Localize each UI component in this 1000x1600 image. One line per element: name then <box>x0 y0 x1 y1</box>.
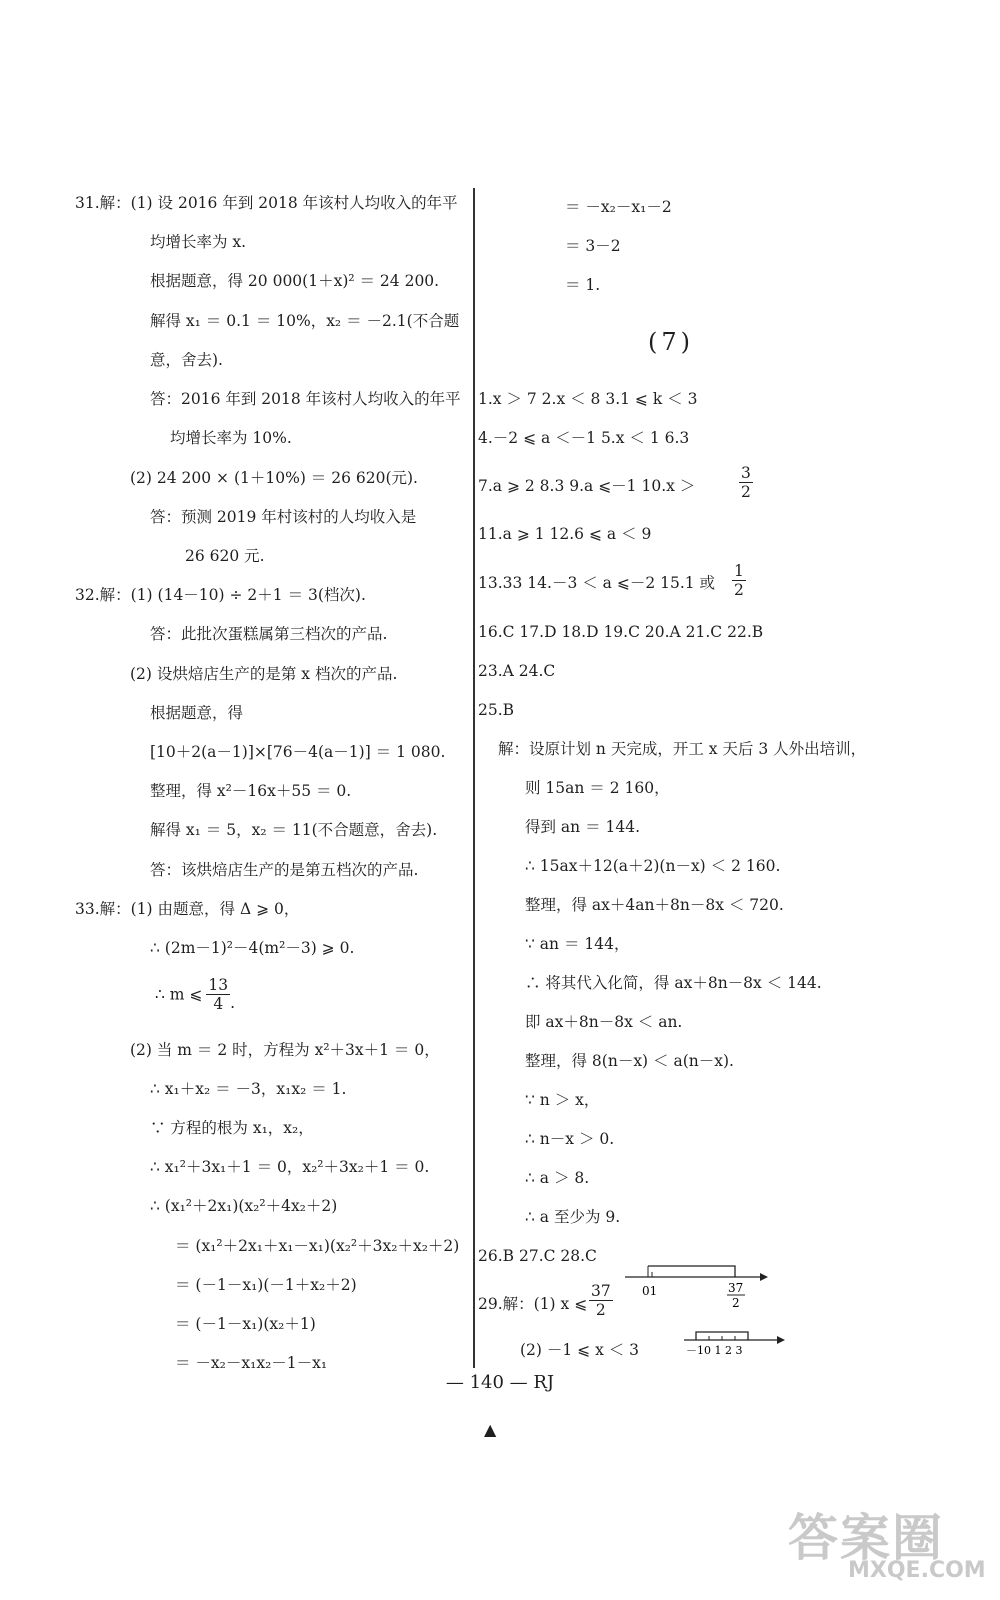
left-line: ＝ (－1－x₁)(－1＋x₂＋2) <box>175 1276 357 1294</box>
left-line: 26 620 元. <box>185 547 265 565</box>
right-line: ∴ a ＞ 8. <box>525 1169 590 1187</box>
left-line: 均增长率为 10%. <box>170 429 292 447</box>
right-line: ＝ 3－2 <box>565 237 621 255</box>
svg-text:－10 1 2 3: －10 1 2 3 <box>686 1344 743 1356</box>
right-line: 16.C 17.D 18.D 19.C 20.A 21.C 22.B <box>478 623 764 641</box>
right-line: 整理，得 ax＋4an＋8n－8x ＜ 720. <box>525 896 784 914</box>
column-divider <box>473 188 475 1368</box>
svg-text:01: 01 <box>642 1284 658 1298</box>
right-line: ＝ 1. <box>565 276 601 294</box>
left-line: ∵ 方程的根为 x₁，x₂， <box>150 1119 314 1137</box>
right-line: ∴ a 至少为 9. <box>525 1208 621 1226</box>
left-line: 答：预测 2019 年村该村的人均收入是 <box>150 508 417 526</box>
right-line: ∴ 将其代入化简，得 ax＋8n－8x ＜ 144. <box>525 974 822 992</box>
right-line: 1.x ＞ 7 2.x ＜ 8 3.1 ⩽ k ＜ 3 <box>478 390 698 408</box>
right-line: 25.B <box>478 701 515 719</box>
left-line: ∴ x₁＋x₂ ＝ －3，x₁x₂ ＝ 1. <box>150 1080 347 1098</box>
right-line: ＝ －x₂－x₁－2 <box>565 198 672 216</box>
left-line: 解得 x₁ ＝ 0.1 ＝ 10%，x₂ ＝ －2.1(不合题 <box>150 312 460 330</box>
right-line: 4.－2 ⩽ a ＜－1 5.x ＜ 1 6.3 <box>478 429 690 447</box>
left-line: (2) 当 m ＝ 2 时，方程为 x²＋3x＋1 ＝ 0， <box>130 1041 440 1059</box>
right-line: ∴ n－x ＞ 0. <box>525 1130 615 1148</box>
page-footer: — 140 — RJ <box>445 1372 555 1393</box>
watermark-url: MXQE.COM <box>848 1558 986 1583</box>
svg-text:2: 2 <box>732 1296 740 1310</box>
right-line: ∴ 15ax＋12(a＋2)(n－x) ＜ 2 160. <box>525 857 781 875</box>
right-line: 则 15an ＝ 2 160， <box>525 779 670 797</box>
right-line: 23.A 24.C <box>478 662 556 680</box>
right-line: 整理，得 8(n－x) ＜ a(n－x). <box>525 1052 734 1070</box>
right-line: ∵ n ＞ x， <box>525 1091 600 1109</box>
fraction: ∴ m ⩽ $\frac{13}{4}$ . <box>155 976 236 1013</box>
right-line: (2) －1 ⩽ x ＜ 3 <box>520 1341 640 1359</box>
right-line: 解：设原计划 n 天完成，开工 x 天后 3 人外出培训， <box>498 740 867 758</box>
number-line-1 <box>620 1262 770 1312</box>
left-line: ∴ (2m－1)²－4(m²－3) ⩾ 0. <box>150 939 355 957</box>
left-line: ＝ (x₁²＋2x₁＋x₁－x₁)(x₂²＋3x₂＋x₂＋2) <box>175 1237 460 1255</box>
left-line: 33.解：(1) 由题意，得 Δ ⩾ 0， <box>75 900 300 918</box>
fraction: $\frac{3}{2}$ <box>741 464 751 501</box>
left-line: [10＋2(a－1)]×[76－4(a－1)] ＝ 1 080. <box>150 743 446 761</box>
fraction: $\frac{37}{2}$ <box>591 1282 611 1319</box>
svg-text:37: 37 <box>728 1281 744 1295</box>
left-line: 意，舍去). <box>150 351 223 369</box>
number-line-2 <box>682 1326 792 1356</box>
right-line: 得到 an ＝ 144. <box>525 818 641 836</box>
left-line: 根据题意，得 20 000(1＋x)² ＝ 24 200. <box>150 272 440 290</box>
section-title: (7) <box>648 328 694 356</box>
left-line: 答：此批次蛋糕属第三档次的产品. <box>150 625 388 643</box>
fraction: $\frac{1}{2}$ <box>734 562 744 599</box>
left-line: 32.解：(1) (14－10) ÷ 2＋1 ＝ 3(档次). <box>75 586 366 604</box>
left-line: ＝ －x₂－x₁x₂－1－x₁ <box>175 1354 328 1372</box>
left-line: 整理，得 x²－16x＋55 ＝ 0. <box>150 782 352 800</box>
right-line: 29.解：(1) x ⩽ <box>478 1295 588 1313</box>
right-line: 26.B 27.C 28.C <box>478 1247 597 1265</box>
right-line: 11.a ⩾ 1 12.6 ⩽ a ＜ 9 <box>478 525 652 543</box>
left-line: (2) 设烘焙店生产的是第 x 档次的产品. <box>130 665 398 683</box>
right-line: 7.a ⩾ 2 8.3 9.a ⩽－1 10.x ＞ <box>478 477 696 495</box>
left-line: 均增长率为 x. <box>150 233 247 251</box>
left-line: ＝ (－1－x₁)(x₂＋1) <box>175 1315 316 1333</box>
left-line: ∴ (x₁²＋2x₁)(x₂²＋4x₂＋2) <box>150 1197 338 1215</box>
right-line: 即 ax＋8n－8x ＜ an. <box>525 1013 683 1031</box>
left-line: 31.解：(1) 设 2016 年到 2018 年该村人均收入的年平 <box>75 194 458 212</box>
right-line: 13.33 14.－3 ＜ a ⩽－2 15.1 或 <box>478 574 716 592</box>
left-line: 答：该烘焙店生产的是第五档次的产品. <box>150 861 419 879</box>
left-line: 根据题意，得 <box>150 704 244 722</box>
left-line: (2) 24 200 × (1＋10%) ＝ 26 620(元). <box>130 469 418 487</box>
left-line: 解得 x₁ ＝ 5，x₂ ＝ 11(不合题意，舍去). <box>150 821 438 839</box>
right-line: ∵ an ＝ 144， <box>525 935 630 953</box>
triangle-mark-icon: ▲ <box>484 1420 497 1439</box>
watermark <box>788 1498 988 1592</box>
left-line: ∴ x₁²＋3x₁＋1 ＝ 0，x₂²＋3x₂＋1 ＝ 0. <box>150 1158 430 1176</box>
left-line: 答：2016 年到 2018 年该村人均收入的年平 <box>150 390 461 408</box>
watermark-logo: 答案圈 <box>788 1509 944 1567</box>
